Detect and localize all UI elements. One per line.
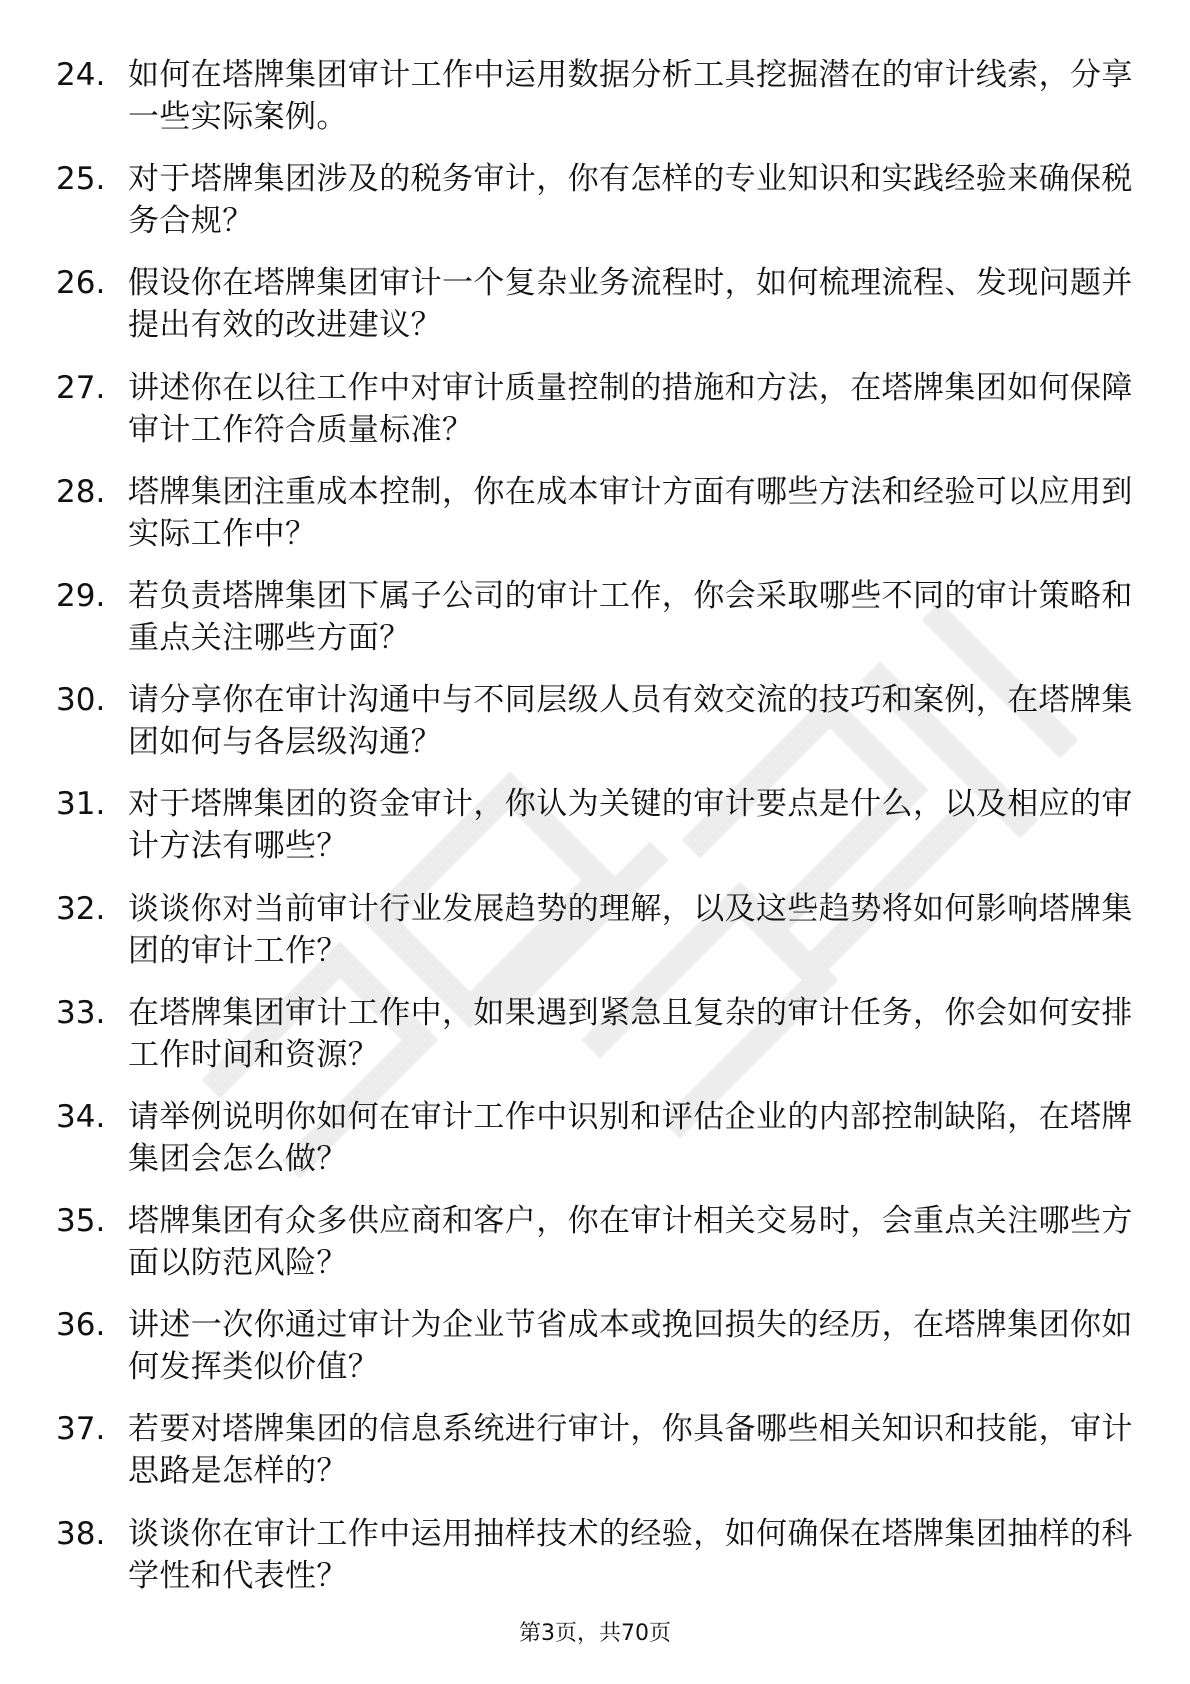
question-list — [0, 54, 1190, 1617]
question-number: 28. — [56, 473, 106, 510]
question-item — [0, 1304, 1190, 1408]
question-number: 24. — [56, 57, 106, 93]
question-number: 29. — [56, 577, 106, 614]
question-item — [0, 367, 1190, 471]
question-text: 谈谈你在审计工作中运用抽样技术的经验，如何确保在塔牌集团抽样的科学性和代表性？ — [128, 1515, 1133, 1594]
question-text: 若负责塔牌集团下属子公司的审计工作，你会采取哪些不同的审计策略和重点关注哪些方面？ — [128, 577, 1133, 656]
question-text: 讲述一次你通过审计为企业节省成本或挽回损失的经历，在塔牌集团你如何发挥类似价值？ — [128, 1307, 1133, 1386]
question-text: 若要对塔牌集团的信息系统进行审计，你具备哪些相关知识和技能，审计思路是怎样的？ — [128, 1411, 1133, 1490]
question-text: 对于塔牌集团涉及的税务审计，你有怎样的专业知识和实践经验来确保税务合规？ — [128, 161, 1133, 240]
question-number: 31. — [56, 786, 106, 823]
question-number: 32. — [56, 890, 106, 927]
question-item — [0, 1513, 1190, 1617]
question-number: 33. — [56, 994, 106, 1031]
question-item — [0, 158, 1190, 262]
question-number: 35. — [56, 1203, 106, 1240]
page-number-label: 第3页，共70页 — [519, 1621, 671, 1646]
question-text: 在塔牌集团审计工作中，如果遇到紧急且复杂的审计任务，你会如何安排工作时间和资源？ — [128, 994, 1133, 1073]
page-footer — [0, 1620, 1190, 1648]
question-text: 塔牌集团注重成本控制，你在成本审计方面有哪些方法和经验可以应用到实际工作中？ — [128, 473, 1133, 552]
question-item — [0, 1200, 1190, 1304]
question-number: 30. — [56, 682, 106, 719]
question-text: 讲述你在以往工作中对审计质量控制的措施和方法，在塔牌集团如何保障审计工作符合质量标准？ — [128, 369, 1133, 448]
question-number: 37. — [56, 1411, 106, 1448]
question-text: 请分享你在审计沟通中与不同层级人员有效交流的技巧和案例，在塔牌集团如何与各层级沟通？ — [128, 682, 1133, 761]
question-number: 38. — [56, 1515, 106, 1552]
question-number: 34. — [56, 1098, 106, 1135]
question-item — [0, 1408, 1190, 1512]
question-item — [0, 471, 1190, 575]
question-number: 36. — [56, 1307, 106, 1344]
question-text: 谈谈你对当前审计行业发展趋势的理解，以及这些趋势将如何影响塔牌集团的审计工作？ — [128, 890, 1133, 969]
question-item — [0, 575, 1190, 679]
question-item — [0, 54, 1190, 158]
question-item — [0, 783, 1190, 887]
question-item — [0, 888, 1190, 992]
question-item — [0, 679, 1190, 783]
question-text: 假设你在塔牌集团审计一个复杂业务流程时，如何梳理流程、发现问题并提出有效的改进建议？ — [128, 265, 1133, 344]
question-item — [0, 1096, 1190, 1200]
question-text: 如何在塔牌集团审计工作中运用数据分析工具挖掘潜在的审计线索，分享一些实际案例。 — [128, 57, 1133, 135]
question-number: 26. — [56, 265, 106, 302]
question-number: 25. — [56, 161, 106, 198]
question-item — [0, 992, 1190, 1096]
question-number: 27. — [56, 369, 106, 406]
question-text: 塔牌集团有众多供应商和客户，你在审计相关交易时，会重点关注哪些方面以防范风险？ — [128, 1203, 1133, 1282]
question-text: 请举例说明你如何在审计工作中识别和评估企业的内部控制缺陷，在塔牌集团会怎么做？ — [128, 1098, 1133, 1177]
question-text: 对于塔牌集团的资金审计，你认为关键的审计要点是什么，以及相应的审计方法有哪些？ — [128, 786, 1133, 865]
question-item — [0, 262, 1190, 366]
